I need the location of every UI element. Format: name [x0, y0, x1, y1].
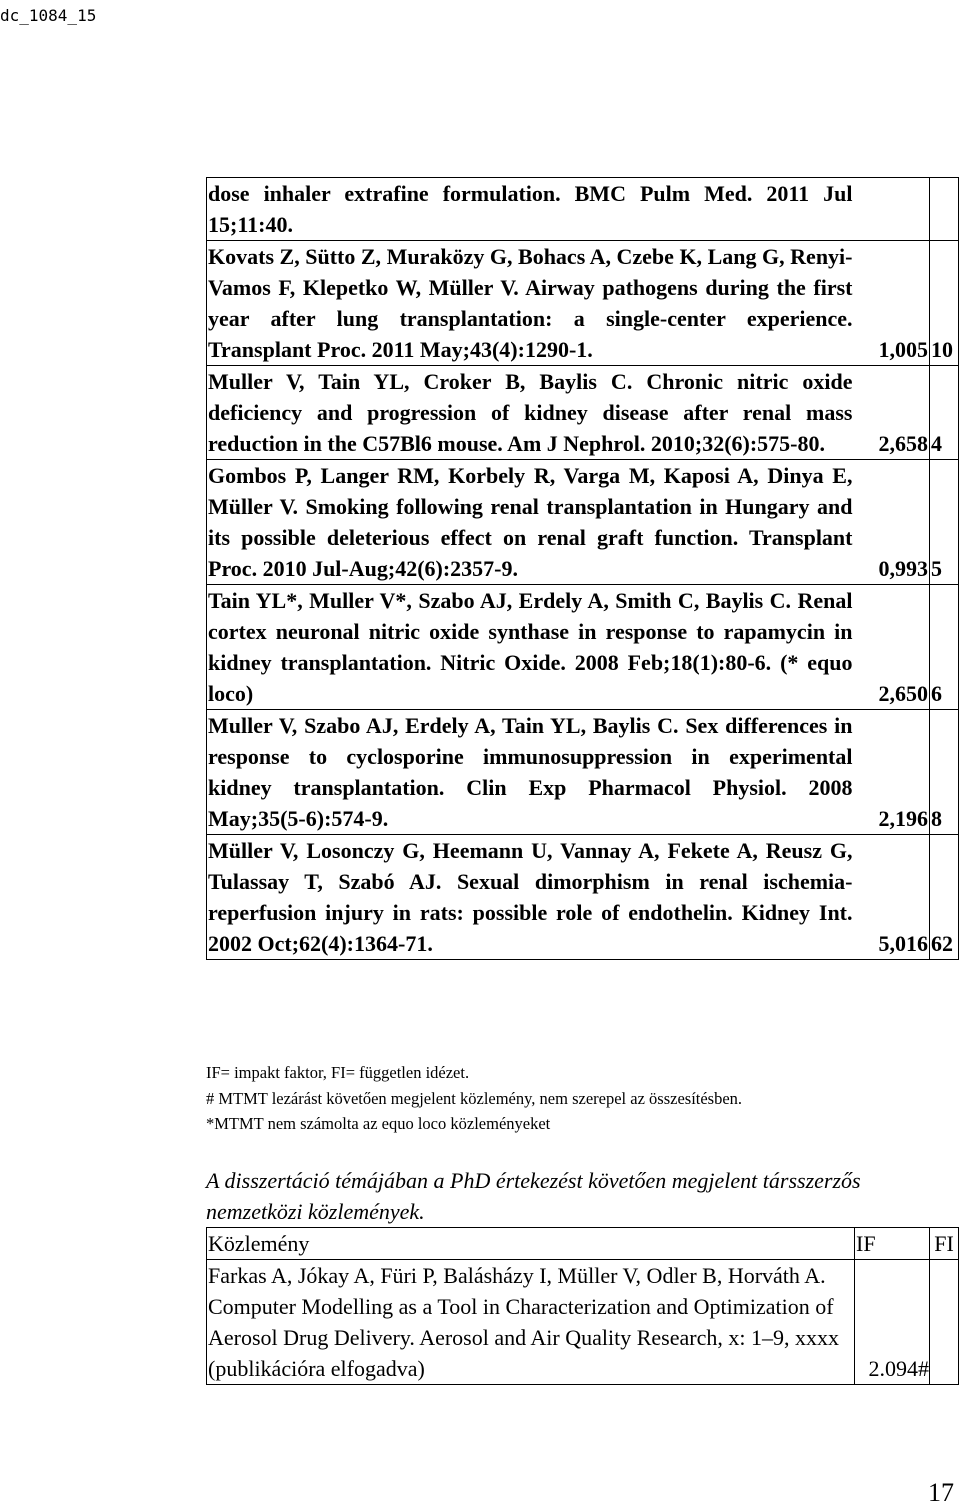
impact-factor: 5,016	[855, 835, 930, 960]
table-row	[207, 710, 959, 835]
header-if: IF	[855, 1228, 930, 1260]
citation-count	[930, 1260, 959, 1385]
citation-count: 10	[930, 241, 959, 366]
footnotes	[206, 1060, 742, 1137]
table-row	[207, 178, 959, 241]
footnote-abbreviations: IF= impakt faktor, FI= független idézet.	[206, 1063, 470, 1082]
impact-factor: 0,993	[855, 460, 930, 585]
citation-count: 6	[930, 585, 959, 710]
publication-citation: Farkas A, Jókay A, Füri P, Balásházy I, Müller V, Odler B, Horváth A. Computer Modelling as a Tool in Characterization and Optimization of Aerosol Drug Delivery. Aerosol and Air Quality Research, x: 1–9, xxxx (publikációra elfogadva)	[207, 1260, 855, 1385]
document-id: dc_1084_15	[0, 6, 97, 25]
publication-citation	[207, 585, 855, 710]
citation-count: 5	[930, 460, 959, 585]
page-number: 17	[928, 1478, 954, 1507]
table-row	[207, 460, 959, 585]
table-row	[207, 585, 959, 710]
impact-factor: 2,658	[855, 366, 930, 460]
impact-factor	[855, 178, 930, 241]
citation-count: 4	[930, 366, 959, 460]
table-row	[207, 835, 959, 960]
table-row	[207, 241, 959, 366]
publication-citation: Kovats Z, Sütto Z, Muraközy G, Bohacs A, Czebe K, Lang G, Renyi-Vamos F, Klepetko W, Müller V. Airway pathogens during the first year after lung transplantation: a single-center experience. Transplant Proc. 2011 May;43(4):1290-1.	[207, 241, 855, 366]
equo-loco-marker: (* equo loco)	[208, 650, 853, 706]
table-row	[207, 1260, 959, 1385]
citation-text: Tain YL*, Muller V*, Szabo AJ, Erdely A, Smith C, Baylis C. Renal cortex neuronal nitric oxide synthase in response to rapamycin in kidney transplantation. Nitric Oxide. 2008 Feb;18(1):80-6.	[208, 588, 853, 675]
table-row	[207, 366, 959, 460]
impact-factor: 2.094#	[855, 1260, 930, 1385]
header-publication: Közlemény	[207, 1228, 855, 1260]
table-header-row	[207, 1228, 959, 1260]
section-title: A disszertáció témájában a PhD értekezést követően megjelent társszerzős nemzetközi közlemények.	[206, 1168, 861, 1224]
publication-citation: Müller V, Losonczy G, Heemann U, Vannay A, Fekete A, Reusz G, Tulassay T, Szabó AJ. Sexual dimorphism in renal ischemia-reperfusion injury in rats: possible role of endothelin. Kidney Int. 2002 Oct;62(4):1364-71.	[207, 835, 855, 960]
impact-factor: 2,650	[855, 585, 930, 710]
citation-count	[930, 178, 959, 241]
publications-table	[206, 177, 959, 960]
impact-factor: 1,005	[855, 241, 930, 366]
footnote-hash: # MTMT lezárást követően megjelent közlemény, nem szerepel az összesítésben.	[206, 1088, 743, 1108]
publication-citation: Muller V, Tain YL, Croker B, Baylis C. Chronic nitric oxide deficiency and progression of kidney disease after renal mass reduction in the C57Bl6 mouse. Am J Nephrol. 2010;32(6):575-80.	[207, 366, 855, 460]
footnote-equo-loco: *MTMT nem számolta az equo loco közleményeket	[206, 1114, 551, 1133]
coauthor-publications-table	[206, 1227, 959, 1385]
publication-citation: Gombos P, Langer RM, Korbely R, Varga M, Kaposi A, Dinya E, Müller V. Smoking following renal transplantation in Hungary and its possible deleterious effect on renal graft function. Transplant Proc. 2010 Jul-Aug;42(6):2357-9.	[207, 460, 855, 585]
publication-citation: Muller V, Szabo AJ, Erdely A, Tain YL, Baylis C. Sex differences in response to cyclosporine immunosuppression in experimental kidney transplantation. Clin Exp Pharmacol Physiol. 2008 May;35(5-6):574-9.	[207, 710, 855, 835]
publication-citation: dose inhaler extrafine formulation. BMC Pulm Med. 2011 Jul 15;11:40.	[207, 178, 855, 241]
citation-count: 62	[930, 835, 959, 960]
citation-count: 8	[930, 710, 959, 835]
header-fi: FI	[930, 1228, 959, 1260]
impact-factor: 2,196	[855, 710, 930, 835]
